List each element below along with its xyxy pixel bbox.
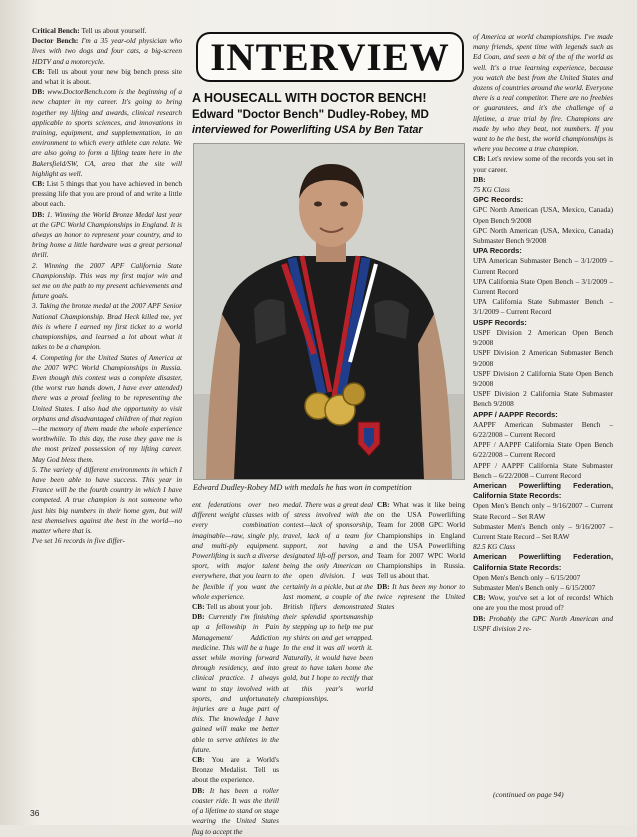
article-paragraph [473,583,613,593]
paragraph-text: You are a World's Bronze Medalist. Tell us about the experience. [192,755,279,785]
article-column-left [32,26,182,808]
article-paragraph [473,256,613,276]
article-paragraph [473,226,613,246]
paragraph-text: AAPPF American Submaster Bench – 6/22/2008 – Current Record [473,419,613,439]
article-paragraph [192,602,279,612]
article-paragraph [192,612,279,755]
paragraph-text: What was it like being on the USA Powerlifting Team for 2008 GPC World Championships in England and the USA Powerlifting Team for 2007 WPC World Championships in Russia. Tell us about that. [377,500,465,581]
article-byline: interviewed for Powerlifting USA by Ben Tatar [192,124,423,136]
article-column-center-2 [283,500,373,800]
article-paragraph [473,522,613,542]
paragraph-text: GPC North American (USA, Mexico, Canada) Open Bench 9/2008 [473,205,613,225]
speaker-label: DB: [32,87,48,97]
paragraph-text: It has been a roller coaster ride. It was the thrill of a lifetime to stand on stage wearing the United States flag to accept the [192,785,279,836]
article-headline: Edward "Doctor Bench" Dudley-Robey, MD [192,108,429,121]
lifter-photo [193,143,465,480]
article-paragraph [283,500,373,704]
article-paragraph [32,261,182,302]
article-paragraph [473,205,613,225]
paragraph-text: ent federations over two different weight classes with every combination imaginable—raw, single ply, and multi-ply equipment. Powerlifting is such a diverse sport, with major talent everywhere, that you learn to be flexible if you want the whole experience. [192,500,279,601]
article-paragraph [32,536,182,546]
article-paragraph [473,440,613,460]
article-paragraph [32,179,182,210]
records-heading: USPF Records: [473,317,527,327]
article-paragraph [473,461,613,481]
paragraph-text: I'm a 35 year-old physician who lives with two dogs and four cats, a big-screen HDTV and a motorcycle. [32,36,182,66]
paragraph-text: 4. Competing for the United States of America at the 2007 WPC World Championships in Russia. Even though this contest was a complete disaster, (the worst run hands down, I have ever attended) there was a proud feeling to be representing the United States. I also had the opportunity to visit orphans and disadvantaged children of that region—the memory of them made the whole experience worthwhile. To this day, the rose they gave me is the most prized possession of my lifting career. May God bless them. [32,352,182,464]
speaker-label: CB: [473,154,488,164]
article-paragraph [32,353,182,465]
paragraph-text: 2. Winning the 2007 APF California State Championship. This was my first major win and set me on the path to my present achievements and future goals. [32,260,182,301]
speaker-label: CB: [192,602,207,612]
article-column-right [473,32,613,787]
weight-class-label: 75 KG Class [473,186,510,195]
article-paragraph [473,501,613,521]
page-number: 36 [30,808,40,818]
article-column-center-1 [192,500,279,836]
paragraph-text: Submaster Men's Bench only – 9/16/2007 – Current State Record – Set RAW [473,521,613,541]
records-heading: American Powerlifting Federation, California State Records: [473,480,613,501]
weight-class-label: 82.5 KG Class [473,543,516,552]
article-paragraph [473,277,613,297]
article-paragraph [32,301,182,352]
paragraph-text: APPF / AAPPF California State Submaster Bench – 6/22/2008 – Current Record [473,460,613,480]
article-paragraph [32,87,182,179]
paragraph-text: Probably the GPC North American and USPF division 2 re- [473,613,613,633]
records-heading: American Powerlifting Federation, California State Records: [473,552,613,572]
speaker-label: CB: [32,66,48,76]
article-paragraph [473,593,613,613]
speaker-label: DB: [32,209,47,219]
continued-note: (continued on page 94) [493,790,564,799]
paragraph-text: Let's review some of the records you set in your career. [473,154,613,174]
paragraph-text: www.DoctorBench.com is the beginning of a new chapter in my career. It's going to bring together my lifting and awards, clinical research applicable to sports sciences, and innovations in training, equipment, and supplementation, in an environment to which every athlete can relate. We are also going to form a lifting team here in the Bakersfield/SW, CA, area that the site will highlight as well. [32,87,182,178]
records-heading: APPF / AAPPF Records: [473,409,558,419]
speaker-label: CB: [192,755,212,765]
article-paragraph [32,67,182,87]
paragraph-text: Tell us about your new big bench press site and what it is about. [32,66,182,87]
paragraph-text: 3. Taking the bronze medal at the 2007 APF Senior National Championship. Brad Heck killed me, yet this is where I earned my first ticket to a world championships, and learned a lot about what it takes to be a champion. [32,301,182,352]
article-paragraph [473,297,613,317]
speaker-label: DB: [192,612,209,622]
paragraph-text: GPC North American (USA, Mexico, Canada) Submaster Bench 9/2008 [473,225,613,246]
paragraph-text: Open Men's Bench only – 9/16/2007 – Current State Record – Set RAW [473,501,613,521]
paragraph-text: UPA American Submaster Bench – 3/1/2009 – Current Record [473,256,613,276]
paragraph-text: 1. Winning the World Bronze Medal last year at the GPC World Championships in England. It is always an honor to represent your country, and to bring home a little hardware was a great personal thrill. [32,209,182,260]
article-paragraph [32,26,182,36]
paragraph-text: Submaster Men's Bench only – 6/15/2007 [473,582,596,592]
paragraph-text: Tell us about yourself. [81,26,147,35]
records-heading: GPC Records: [473,195,524,205]
paragraph-text: USPF Division 2 American Submaster Bench 9/2008 [473,348,613,368]
speaker-label: DB: [377,581,393,591]
paragraph-text: of America at world championships. I've made many friends, spent time with legends such as Ed Coan, and seen a bit of the of the world as well. It's a true learning experience, because you watch the best from the United States and dozens of countries around the world. Everyone there is a real competitor. There are no freebies or guarantees, and it's the challenge of a lifetime, a true trial by fire. Champions are made by who they beat, not numbers. If you want to be the best, the world championships is where you become a true champion. [473,32,613,154]
speaker-label: DB: [473,613,490,623]
speaker-label: CB: [377,500,393,509]
paragraph-text: 5. The variety of different environments in which I have been able to have success. This year in France will be the fourth country in which I have competed. A true champion is not someone who just hits big numbers in their home gym, but will test themselves against the best in the world—no matter where that is. [32,464,182,535]
paragraph-text: Tell us about your job. [206,602,273,612]
article-paragraph [473,175,613,185]
paragraph-text: It has been my honor to twice represent the United States [377,581,465,612]
article-paragraph [377,500,465,582]
article-paragraph [473,420,613,440]
speaker-label: DB: [192,785,210,795]
article-paragraph [473,369,613,389]
article-paragraph [377,582,465,613]
paragraph-text: I've set 16 records in five differ- [32,536,125,546]
article-paragraph [473,328,613,348]
article-paragraph [473,573,613,583]
records-heading: UPA Records: [473,246,522,256]
article-paragraph [32,465,182,536]
article-paragraph [32,36,182,67]
paragraph-text: List 5 things that you have achieved in bench pressing life that you are proud of and write a little about each. [32,179,182,209]
paragraph-text: USPF Division 2 California State Open Bench 9/2008 [473,368,613,388]
article-paragraph [473,389,613,409]
speaker-label: CB: [473,593,489,603]
speaker-label: Critical Bench: [32,26,82,35]
article-kicker: A HOUSECALL WITH DOCTOR BENCH! [192,91,427,105]
article-paragraph [473,154,613,174]
paragraph-text: Currently I'm finishing up a fellowship in Pain Management/ Addiction medicine. This will be a huge asset while moving forward through residency, and into clinical practice. I always want to stay involved with sports, and unfortunately injuries are a huge part of this. The knowledge I have gained will make me better able to serve athletes in the future. [192,612,279,754]
speaker-label: Doctor Bench: [32,36,82,46]
paragraph-text: APPF / AAPPF California State Open Bench 6/22/2008 – Current Record [473,440,613,460]
article-paragraph [473,348,613,368]
paragraph-text: Open Men's Bench only – 6/15/2007 [473,572,581,582]
paragraph-text: UPA California State Submaster Bench – 3/1/2009 – Current Record [473,297,613,317]
paragraph-text: UPA California State Open Bench – 3/1/2009 – Current Record [473,276,613,297]
paragraph-text: Wow, you've set a lot of records! Which one are you the most proud of? [473,593,613,613]
paragraph-text: medal. There was a great deal of stress involved with the contest—lack of sponsorship, travel, lack of a team for support, not having a designated lift-off person, and being the only American on the open division. I was certainly in a pickle, but at the last moment, a couple of the British lifters demonstrated their splendid sportsmanship by stepping up to help me put my shirts on and get wrapped. In the end it was all worth it. Naturally, it would have been great to have taken home the gold, but I hope to rectify that at this year's world championships. [283,500,373,703]
paragraph-text: USPF Division 2 American Open Bench 9/2008 [473,327,613,348]
photo-caption: Edward Dudley-Robey MD with medals he has won in competition [193,483,412,492]
section-masthead [196,32,464,82]
article-paragraph [192,500,279,602]
article-paragraph [473,32,613,154]
lifter-photo-illustration [194,144,464,479]
article-column-center-3 [377,500,465,800]
masthead-title: INTERVIEW [210,35,450,79]
article-paragraph [192,755,279,786]
article-paragraph [32,210,182,261]
speaker-label: CB: [32,179,47,189]
article-paragraph [192,786,279,837]
paragraph-text: USPF Division 2 California State Submaster Bench 9/2008 [473,389,613,409]
article-paragraph [473,614,613,634]
speaker-label: DB: [473,174,486,184]
